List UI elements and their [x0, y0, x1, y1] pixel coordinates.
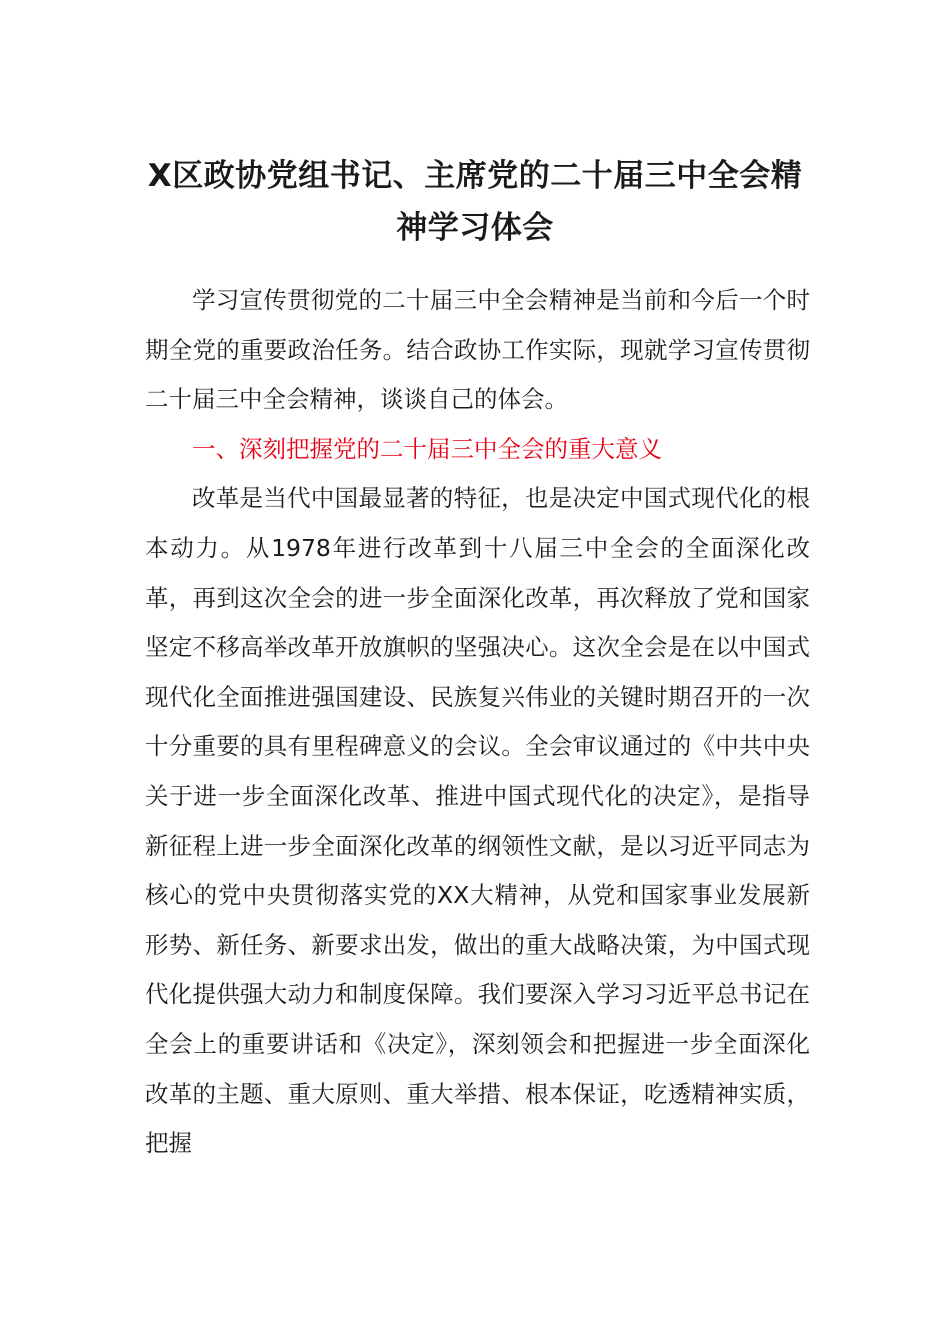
- document-body: [145, 276, 810, 1169]
- section-heading-1: 一、深刻把握党的二十届三中全会的重大意义: [192, 434, 662, 463]
- document-title: X区政协党组书记、主席党的二十届三中全会精神学习体会: [147, 158, 803, 246]
- intro-paragraph: 学习宣传贯彻党的二十届三中全会精神是当前和今后一个时期全党的重要政治任务。结合政协工作实际，现就学习宣传贯彻二十届三中全会精神，谈谈自己的体会。: [145, 286, 810, 414]
- section-1-paragraph: 改革是当代中国最显著的特征，也是决定中国式现代化的根本动力。从1978年进行改革到十八届三中全会的全面深化改革，再到这次全会的进一步全面深化改革，再次释放了党和国家坚定不移高举改革开放旗帜的坚强决心。这次全会是在以中国式现代化全面推进强国建设、民族复兴伟业的关键时期召开的一次十分重要的具有里程碑意义的会议。全会审议通过的《中共中央关于进一步全面深化改革、推进中国式现代化的决定》，是指导新征程上进一步全面深化改革的纲领性文献，是以习近平同志为核心的党中央贯彻落实党的XX大精神，从党和国家事业发展新形势、新任务、新要求出发，做出的重大战略决策，为中国式现代化提供强大动力和制度保障。我们要深入学习习近平总书记在全会上的重要讲话和《决定》，深刻领会和把握进一步全面深化改革的主题、重大原则、重大举措、根本保证，吃透精神实质，把握: [145, 484, 810, 1158]
